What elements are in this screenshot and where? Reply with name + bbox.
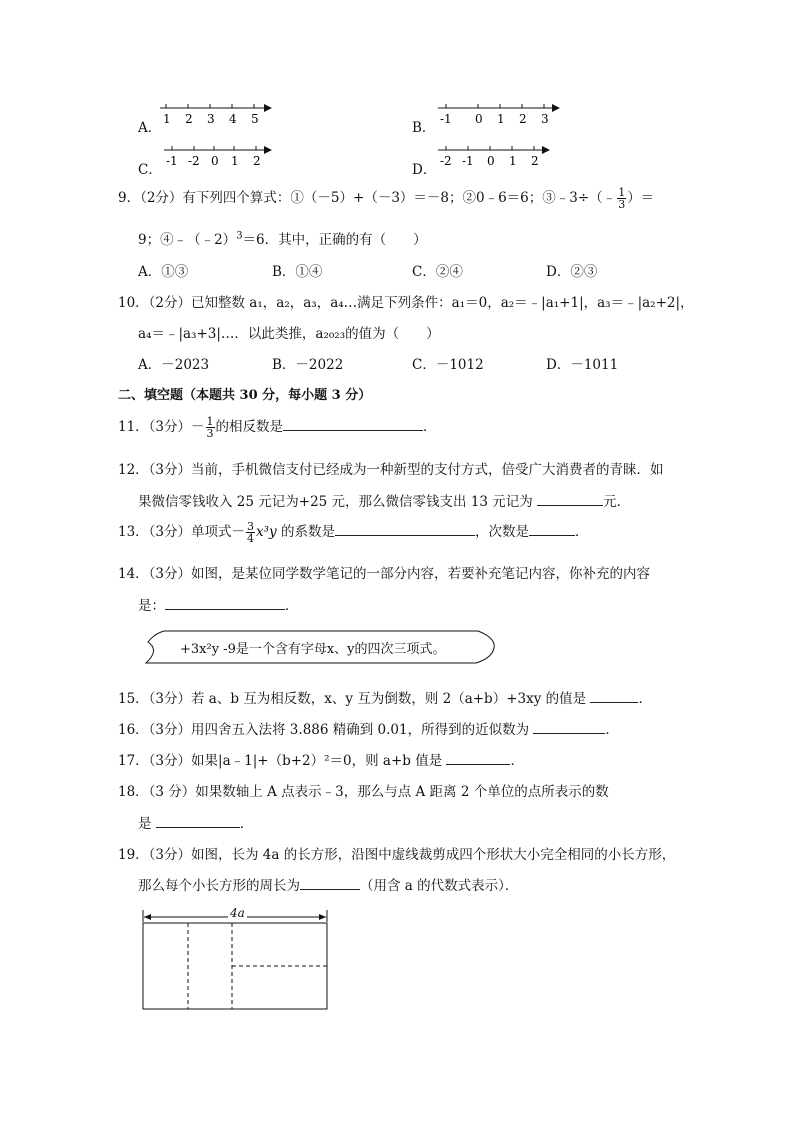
q14-note-text: +3x²y -9是一个含有字母x、y的四次三项式。 — [180, 642, 446, 657]
q19-end: （用含 a 的代数式表示）． — [360, 878, 519, 894]
q10-option: A．－2023 — [138, 357, 210, 373]
tick-label: 2 — [185, 112, 193, 126]
q8-option-c-label: C． — [138, 162, 162, 178]
q14-end: ． — [285, 598, 299, 614]
q10-line1: 10．（2分）已知整数 a₁，a₂，a₃，a₄…满足下列条件：a₁＝0，a₂＝﹣|a₁+1|，a₃＝﹣|a₂+2|， — [118, 295, 694, 311]
q9-sup: 3 — [236, 230, 243, 242]
q9-text: 9．（2分）有下列四个算式：①（－5）+（－3）＝－8；②0﹣6＝6；③﹣3÷（﹣ — [118, 190, 617, 206]
q18-line2 — [138, 812, 253, 832]
q17-end: ． — [510, 753, 524, 769]
q18-text: 是 — [138, 816, 156, 832]
q18-answer-blank[interactable] — [156, 813, 240, 828]
q13-pre: 13．（3分）单项式－ — [118, 524, 246, 540]
q17 — [118, 749, 524, 769]
tick-label: 0 — [211, 154, 219, 168]
q13 — [118, 520, 588, 544]
q17-text: 17．（3分）如果|a﹣1|+（b+2）²＝0，则 a+b 值是 — [118, 753, 447, 769]
tick-label: 3 — [541, 112, 549, 126]
q10-line2: a₄＝﹣|a₃+3|…．以此类推，a₂₀₂₃的值为（ ） — [138, 326, 440, 342]
q16 — [118, 718, 619, 738]
q8-option-a-label: A． — [138, 120, 162, 136]
q14-line1: 14．（3分）如图，是某位同学数学笔记的一部分内容，若要补充笔记内容，你补充的内容 — [118, 566, 651, 582]
q12-line2 — [138, 490, 630, 510]
q9-line2b: ＝6．其中，正确的有（ ） — [242, 232, 427, 248]
q18-end: ． — [239, 816, 254, 832]
tick-label: -1 — [462, 154, 474, 168]
tick-label: 1 — [231, 154, 239, 168]
q12-text: 果微信零钱收入 25 元记为+25 元，那么微信零钱支出 13 元记为 — [138, 494, 538, 510]
q15-text: 15．（3分）若 a、b 互为相反数，x、y 互为倒数，则 2（a+b）+3xy 的值是 — [118, 691, 591, 707]
q9-line2a: 9；④﹣（﹣2） — [138, 232, 237, 248]
tick-label: -1 — [166, 154, 178, 168]
q8-option-d-label: D． — [412, 162, 437, 178]
q13-mid: 的系数是 — [276, 524, 335, 540]
number-line-d — [438, 144, 588, 174]
tick-label: 2 — [253, 154, 261, 168]
tick-label: 4 — [229, 112, 237, 126]
q9-line2 — [138, 228, 427, 248]
tick-label: 0 — [487, 154, 495, 168]
tick-label: -1 — [440, 112, 452, 126]
q14-text: 是： — [138, 598, 165, 614]
q15 — [118, 687, 652, 707]
q9-option: C．②④ — [412, 264, 463, 280]
q19-figure-label: 4a — [230, 906, 245, 920]
tick-label: 5 — [251, 112, 259, 126]
q8-option-b-label: B． — [412, 120, 436, 136]
number-line-c — [164, 144, 314, 174]
q19-answer-blank[interactable] — [300, 875, 360, 890]
q14-answer-blank[interactable] — [165, 595, 285, 610]
tick-label: 0 — [475, 112, 483, 126]
q9-fraction: $\frac{1}{3}$ — [618, 186, 626, 211]
q9-option: A．①③ — [138, 264, 189, 280]
q12-answer-blank[interactable] — [537, 491, 603, 506]
tick-label: -2 — [188, 154, 200, 168]
q13-fraction: $\frac{3}{4}$ — [247, 520, 255, 545]
q16-end: ． — [605, 722, 619, 738]
q13-end: ． — [574, 524, 589, 540]
q13-monomial: x³y — [256, 524, 277, 540]
q11-answer-blank[interactable] — [283, 416, 423, 431]
q11 — [118, 415, 437, 439]
q14-line2 — [138, 594, 299, 614]
q18-line1: 18．（3 分）如果数轴上 A 点表示﹣3，那么与点 A 距离 2 个单位的点所表示的数 — [118, 784, 609, 800]
q12-line1: 12．（3分）当前，手机微信支付已经成为一种新型的支付方式，倍受广大消费者的青睐．如 — [118, 462, 664, 478]
q9-line1 — [118, 186, 654, 210]
q19-line1: 19．（3分）如图，长为 4a 的长方形，沿图中虚线裁剪成四个形状大小完全相同的小长方形， — [118, 847, 676, 863]
q11-pre: 11．（3分）－ — [118, 419, 205, 435]
q11-end: ． — [423, 419, 437, 435]
q10-option: B．－2022 — [272, 357, 344, 373]
q15-answer-blank[interactable] — [590, 688, 638, 703]
q16-text: 16．（3分）用四舍五入法将 3.886 精确到 0.01，所得到的近似数为 — [118, 722, 534, 738]
q9-option: D．②③ — [546, 264, 598, 280]
q17-answer-blank[interactable] — [446, 750, 510, 765]
q15-end: ． — [638, 691, 652, 707]
q14-note-figure — [140, 628, 500, 666]
tick-label: -2 — [440, 154, 452, 168]
q19-text: 那么每个小长方形的周长为 — [138, 878, 300, 894]
tick-label: 1 — [509, 154, 517, 168]
q12-end: 元． — [603, 494, 631, 510]
tick-label: 1 — [497, 112, 505, 126]
q9-tail: ）＝ — [627, 190, 655, 206]
q11-post: 的相反数是 — [215, 419, 284, 435]
q19-line2 — [138, 874, 518, 894]
tick-label: 2 — [519, 112, 527, 126]
q13-mid2: ，次数是 — [474, 524, 529, 540]
q10-option: C．－1012 — [412, 357, 484, 373]
q11-fraction: $\frac{1}{3}$ — [206, 415, 214, 440]
tick-label: 1 — [163, 112, 171, 126]
q13-degree-blank[interactable] — [529, 521, 575, 536]
tick-label: 3 — [207, 112, 215, 126]
section-heading: 二、填空题（本题共 30 分，每小题 3 分） — [118, 388, 372, 403]
rectangle-diagram — [140, 906, 335, 1014]
q13-coef-blank[interactable] — [335, 521, 475, 536]
q16-answer-blank[interactable] — [533, 719, 605, 734]
number-line-a — [160, 102, 300, 132]
number-line-b — [438, 102, 588, 132]
q10-option: D．－1011 — [546, 357, 619, 373]
q9-option: B．①④ — [272, 264, 323, 280]
q19-figure — [140, 906, 335, 1014]
tick-label: 2 — [531, 154, 539, 168]
